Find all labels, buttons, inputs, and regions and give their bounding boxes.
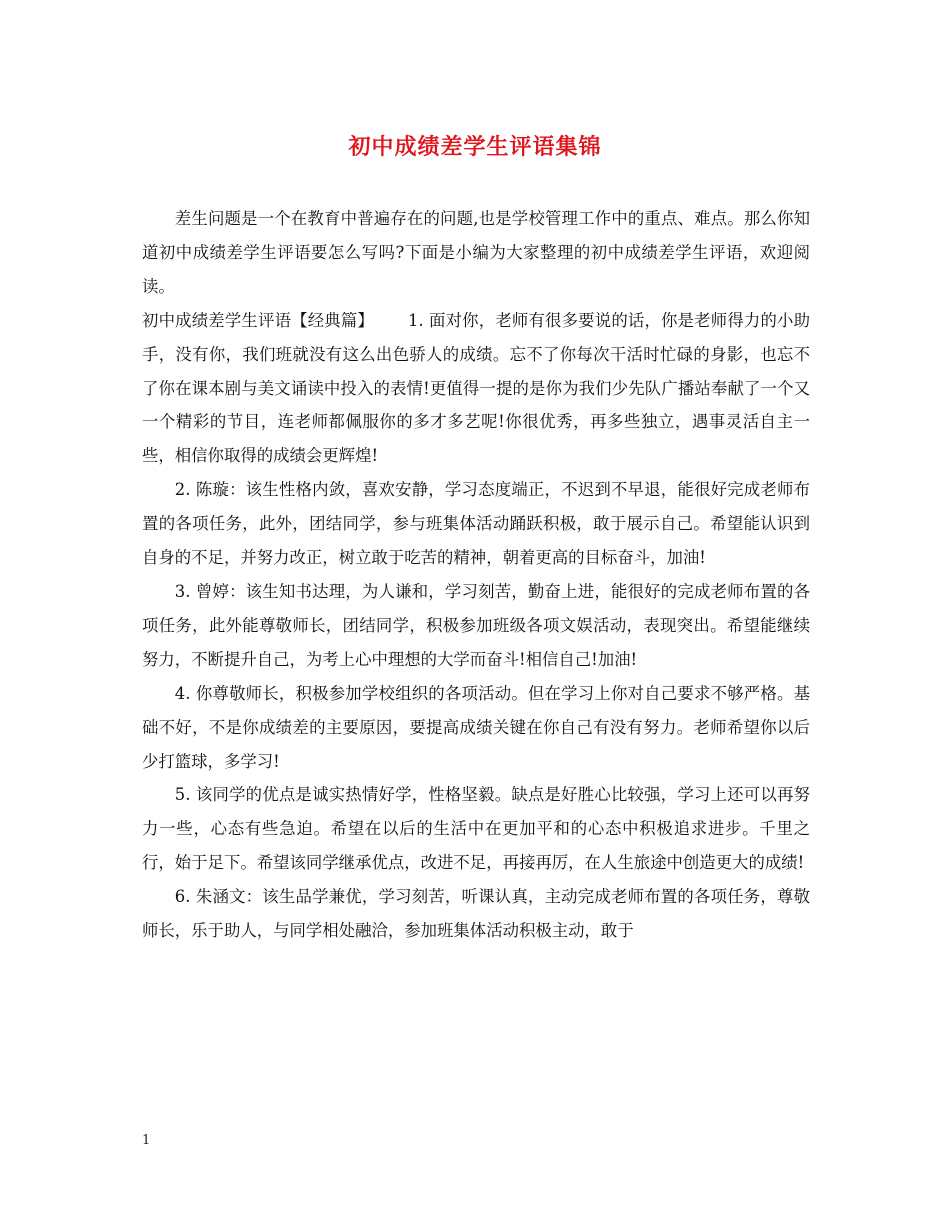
section-heading: 初中成绩差学生评语【经典篇】 bbox=[142, 310, 374, 330]
comment-paragraph-6: 6. 朱涵文：该生品学兼优，学习刻苦，听课认真，主动完成老师布置的各项任务，尊敬师长，乐于助人，与同学相处融洽，参加班集体活动积极主动，敢于 bbox=[142, 887, 810, 941]
comment-paragraph-1 bbox=[142, 304, 810, 474]
comment-paragraph-4: 4. 你尊敬师长，积极参加学校组织的各项活动。但在学习上你对自己要求不够严格。基础不好，不是你成绩差的主要原因，要提高成绩关键在你自己有没有努力。老师希望你以后少打篮球，多学习! bbox=[142, 683, 810, 771]
document-body bbox=[142, 202, 810, 948]
comment-paragraph-5: 5. 该同学的优点是诚实热情好学，性格坚毅。缺点是好胜心比较强，学习上还可以再努力一些，心态有些急迫。希望在以后的生活中在更加平和的心态中积极追求进步。千里之行，始于足下。希望该同学继承优点，改进不足，再接再厉，在人生旅途中创造更大的成绩! bbox=[142, 785, 810, 873]
intro-paragraph: 差生问题是一个在教育中普遍存在的问题,也是学校管理工作中的重点、难点。那么你知道初中成绩差学生评语要怎么写吗?下面是小编为大家整理的初中成绩差学生评语，欢迎阅读。 bbox=[142, 209, 810, 296]
document-title: 初中成绩差学生评语集锦 bbox=[348, 134, 602, 160]
comment-text-1: 1. 面对你，老师有很多要说的话，你是老师得力的小助手，没有你，我们班就没有这么出色骄人的成绩。忘不了你每次干活时忙碌的身影，也忘不了你在课本剧与美文诵读中投入的表情!更值得一提的是你为我们少先队广播站奉献了一个又一个精彩的节目，连老师都佩服你的多才多艺呢!你很优秀，再多些独立，遇事灵活自主一些，相信你取得的成绩会更辉煌! bbox=[142, 310, 810, 466]
page-number: 1 bbox=[142, 1133, 151, 1148]
comment-paragraph-3: 3. 曾婷：该生知书达理，为人谦和，学习刻苦，勤奋上进，能很好的完成老师布置的各项任务，此外能尊敬师长，团结同学，积极参加班级各项文娱活动，表现突出。希望能继续努力，不断提升自己，为考上心中理想的大学而奋斗!相信自己!加油! bbox=[142, 581, 810, 669]
comment-paragraph-2: 2. 陈璇：该生性格内敛，喜欢安静，学习态度端正，不迟到不早退，能很好完成老师布置的各项任务，此外，团结同学，参与班集体活动踊跃积极，敢于展示自己。希望能认识到自身的不足，并努力改正，树立敢于吃苦的精神，朝着更高的目标奋斗，加油! bbox=[142, 480, 810, 568]
